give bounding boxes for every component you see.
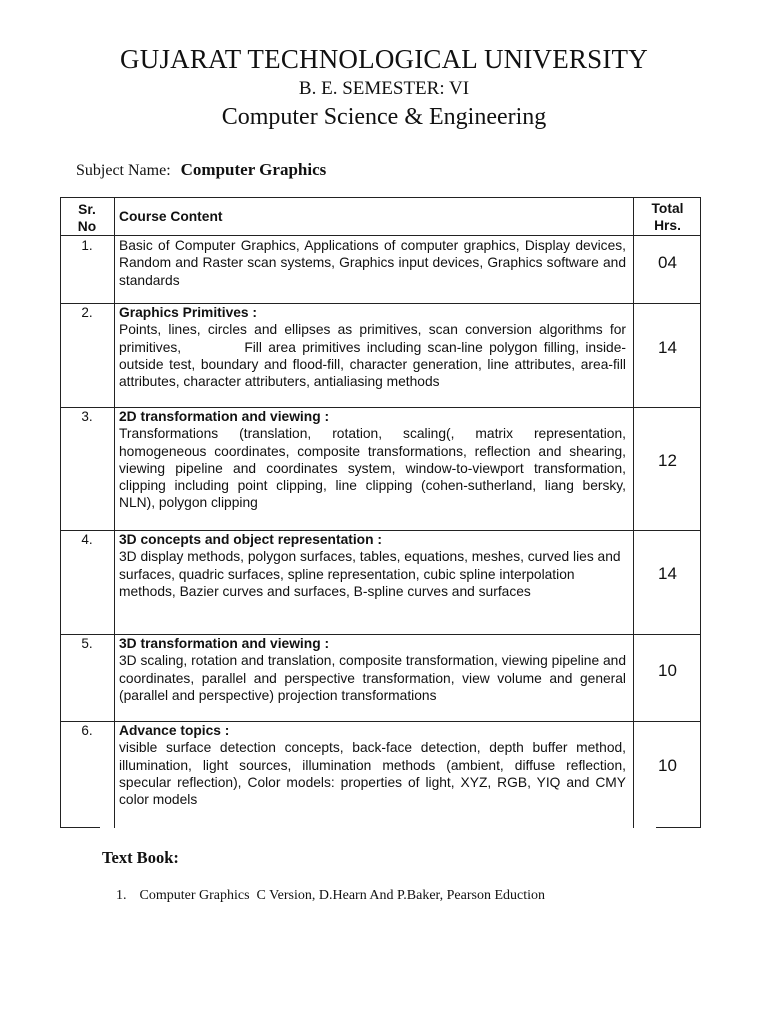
table-border-top	[60, 197, 701, 198]
row-content	[119, 531, 626, 600]
subject-line	[76, 160, 326, 180]
semester-line: B. E. SEMESTER: VI	[298, 78, 470, 99]
header-sr-no	[60, 201, 114, 235]
row-content	[119, 304, 630, 390]
row-content	[119, 237, 626, 289]
textbook-item	[116, 888, 545, 904]
row-content	[119, 722, 626, 808]
syllabus-table	[60, 197, 701, 828]
row-title: 3D transformation and viewing :	[119, 636, 330, 651]
row-number: 1.	[81, 238, 93, 253]
row-title: 3D concepts and object representation :	[119, 532, 382, 547]
header-course-content: Course Content	[119, 209, 223, 224]
row-hours: 14	[658, 338, 677, 357]
row-title: Graphics Primitives :	[119, 305, 258, 320]
row-hours: 04	[658, 253, 677, 272]
subject-name: Computer Graphics	[180, 160, 327, 179]
row-hours: 10	[658, 756, 677, 775]
document-header	[0, 42, 768, 132]
row-number: 4.	[81, 532, 93, 547]
row-number: 5.	[81, 636, 93, 651]
table-divider-no	[114, 197, 115, 828]
row-content-text: Transformations (translation, rotation, scaling(, matrix representation, homogeneous coordinates, composite transformations, reflection and shearing, viewing pipeline and coordinates system, window-to-viewport transformation, clipping including point clipping, line clipping (cohen-sutherland, liang bersky, NLN), polygon clipping	[119, 426, 626, 511]
row-divider	[60, 235, 701, 236]
row-number: 2.	[81, 305, 93, 320]
row-number: 3.	[81, 409, 93, 424]
row-hours: 12	[658, 451, 677, 470]
header-sr-no-line1: Sr.	[78, 202, 96, 217]
textbook-item-text: Computer Graphics C Version, D.Hearn And P.Baker, Pearson Eduction	[139, 888, 546, 903]
branch-title: Computer Science & Engineering	[221, 104, 547, 130]
header-hrs-line2: Hrs.	[654, 218, 681, 233]
row-hours: 14	[658, 564, 677, 583]
header-total-hrs	[634, 200, 701, 234]
header-hrs-line1: Total	[651, 201, 684, 216]
textbook-heading: Text Book:	[102, 848, 179, 867]
university-title: GUJARAT TECHNOLOGICAL UNIVERSITY	[120, 44, 648, 74]
row-number: 6.	[81, 723, 93, 738]
row-content	[119, 635, 626, 704]
row-title: Advance topics :	[119, 723, 230, 738]
textbook-item-number: 1.	[116, 888, 127, 903]
table-border-bottom-right	[656, 827, 701, 828]
table-border-right	[700, 197, 701, 828]
table-divider-hrs	[633, 197, 634, 828]
table-border-bottom-left	[60, 827, 100, 828]
row-hours: 10	[658, 661, 677, 680]
row-content-text: visible surface detection concepts, back-face detection, depth buffer method, illumination, light sources, illumination methods (ambient, diffuse reflection, specular reflection), Color models: properties of light, XYZ, RGB, YIQ and CMY color models	[119, 740, 626, 808]
row-content-text: 3D scaling, rotation and translation, composite transformation, viewing pipeline and coordinates, parallel and perspective transformation, view volume and general (parallel and perspective) projection transformations	[119, 653, 626, 703]
row-content	[119, 408, 626, 512]
subject-label: Subject Name:	[76, 162, 171, 179]
row-content-text: Basic of Computer Graphics, Applications of computer graphics, Display devices, Random and Raster scan systems, Graphics input devices, Graphics software and standards	[119, 238, 626, 288]
header-sr-no-line2: No	[77, 219, 97, 234]
row-content-text: 3D display methods, polygon surfaces, tables, equations, meshes, curved lies and surfaces, quadric surfaces, spline representation, cubic spline interpolation methods, Bazier curves and surfaces, B-spline curves and surfaces	[119, 549, 621, 599]
row-title: 2D transformation and viewing :	[119, 409, 330, 424]
row-content-text: Points, lines, circles and ellipses as primitives, scan conversion algorithms for primitives, Fill area primitives including scan-line polygon filling, inside-outside test, boundary and flood-fill, character generation, line attributes, area-fill attributes, character attributers, antialiasing methods	[119, 322, 630, 390]
